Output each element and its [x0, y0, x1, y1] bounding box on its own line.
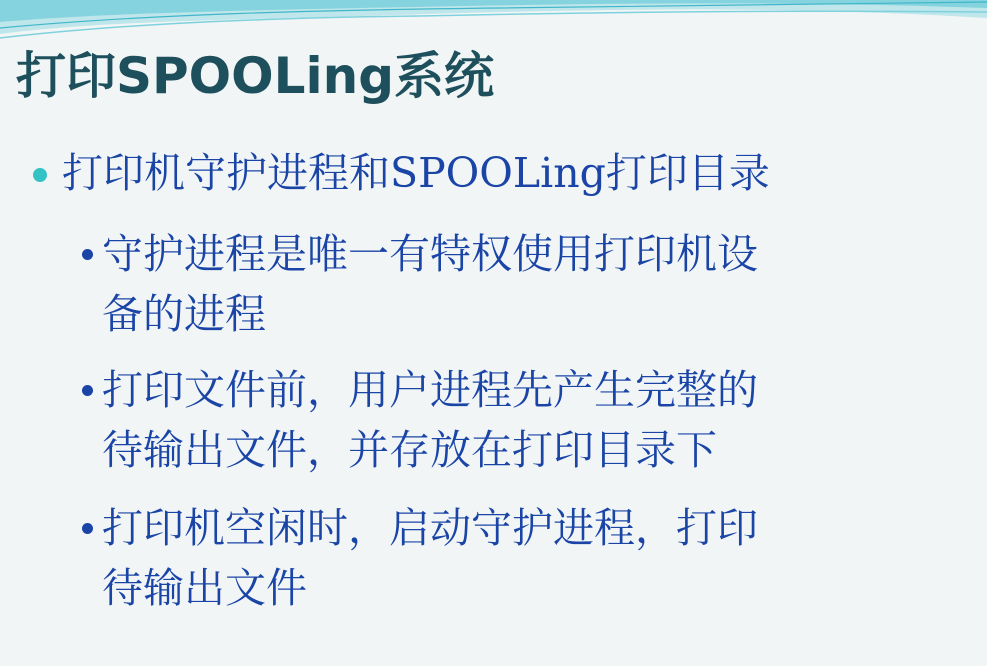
sub-bullet-dot-icon [82, 523, 93, 534]
header-wave-decoration [0, 0, 987, 48]
sub-bullet-3-line2: 待输出文件 [102, 564, 307, 612]
sub-bullet-3-line1: 打印机空闲时，启动守护进程，打印 [102, 504, 758, 552]
sub-bullet-1 [102, 224, 972, 344]
sub-bullet-2-line1: 打印文件前，用户进程先产生完整的 [102, 366, 758, 414]
sub-bullet-1-line2: 备的进程 [102, 290, 266, 338]
bullet-dot-icon [33, 168, 47, 182]
sub-bullet-dot-icon [82, 385, 93, 396]
sub-bullet-2 [102, 360, 972, 480]
main-bullet-text: 打印机守护进程和SPOOLing打印目录 [62, 149, 770, 197]
sub-bullet-dot-icon [82, 249, 93, 260]
slide-title: 打印SPOOLing系统 [16, 47, 495, 105]
sub-bullet-2-line2: 待输出文件，并存放在打印目录下 [102, 426, 717, 474]
sub-bullet-3 [102, 498, 972, 618]
sub-bullet-1-line1: 守护进程是唯一有特权使用打印机设 [102, 230, 758, 278]
